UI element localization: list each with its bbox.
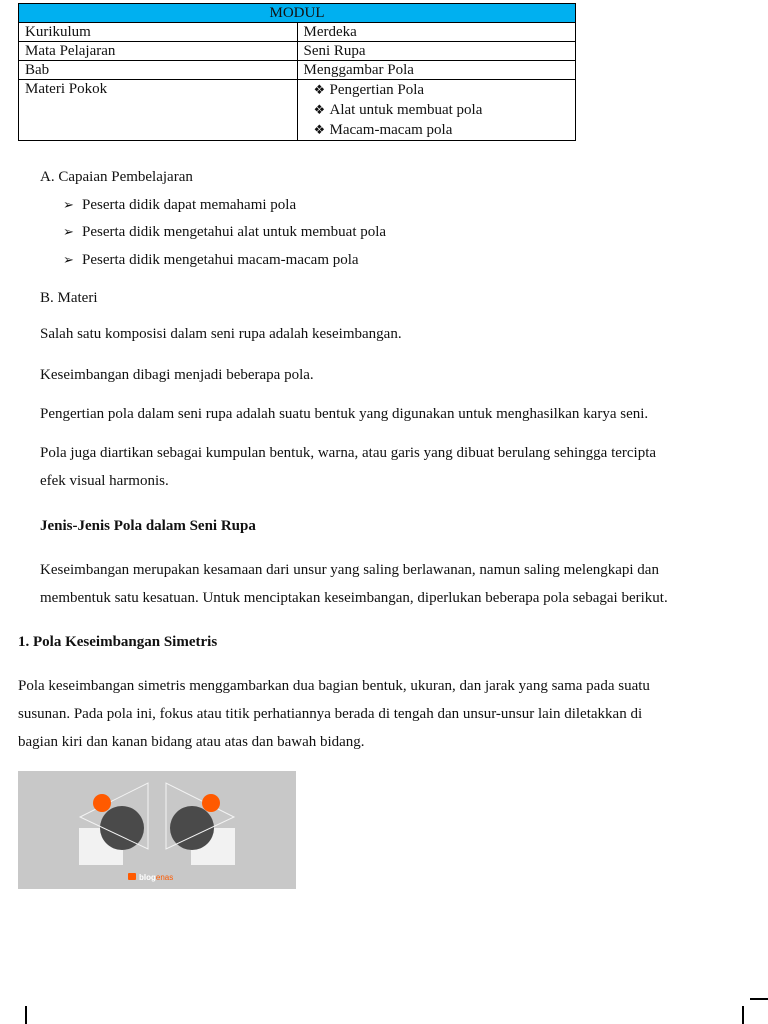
diamond-bullet-icon: ❖ (313, 102, 326, 117)
table-row (19, 42, 576, 61)
diamond-bullet-icon: ❖ (313, 122, 326, 137)
topic-text: Alat untuk membuat pola (329, 102, 483, 118)
list-item (63, 195, 296, 215)
paragraph-line: Keseimbangan merupakan kesamaan dari unsur yang saling berlawanan, namun saling melengkapi dan (40, 562, 659, 578)
list-item (314, 100, 570, 120)
topics-cell (297, 80, 576, 141)
module-header-row (19, 4, 576, 23)
row-label: Mata Pelajaran (19, 42, 298, 61)
list-item-text: Peserta didik mengetahui alat untuk membuat pola (82, 224, 387, 240)
row-value: Menggambar Pola (297, 61, 576, 80)
list-item (63, 250, 359, 270)
table-row (19, 23, 576, 42)
watermark-logo-icon (128, 873, 136, 880)
module-header: MODUL (19, 4, 576, 23)
section-a-heading: A. Capaian Pembelajaran (40, 169, 193, 185)
paragraph-line: Pola keseimbangan simetris menggambarkan dua bagian bentuk, ukuran, dan jarak yang sama pada suatu (18, 678, 650, 694)
list-item (63, 222, 386, 242)
topic-list (304, 80, 570, 140)
right-dark-circle (170, 806, 214, 850)
paragraph-line: bagian kiri dan kanan bidang atau atas dan bawah bidang. (18, 734, 365, 750)
list-item-text: Peserta didik dapat memahami pola (82, 197, 297, 213)
watermark-part-a: blog (139, 873, 156, 882)
watermark-text (139, 873, 173, 882)
row-label: Materi Pokok (19, 80, 298, 141)
symmetric-balance-illustration (18, 771, 296, 889)
row-value: Merdeka (297, 23, 576, 42)
paragraph: Keseimbangan dibagi menjadi beberapa pola. (40, 367, 314, 383)
illustration-svg (18, 771, 296, 889)
page-corner-mark-right-top (750, 998, 768, 1000)
page-corner-mark-right (742, 1006, 744, 1024)
pola-simetris-heading: 1. Pola Keseimbangan Simetris (18, 634, 218, 650)
table-row (19, 61, 576, 80)
right-orange-dot (202, 794, 220, 812)
arrow-bullet-icon: ➢ (63, 252, 74, 267)
arrow-bullet-icon: ➢ (63, 224, 74, 239)
module-table (18, 3, 576, 141)
row-value: Seni Rupa (297, 42, 576, 61)
paragraph: Pengertian pola dalam seni rupa adalah suatu bentuk yang digunakan untuk menghasilkan karya seni. (40, 406, 649, 422)
watermark-part-b: enas (155, 873, 174, 882)
list-item (314, 80, 570, 100)
page-corner-mark-left (25, 1006, 27, 1024)
row-label: Bab (19, 61, 298, 80)
subheading: Jenis-Jenis Pola dalam Seni Rupa (40, 518, 256, 534)
illustration-background (18, 771, 296, 889)
left-orange-dot (93, 794, 111, 812)
topic-text: Macam-macam pola (329, 122, 453, 138)
section-b-heading: B. Materi (40, 290, 98, 306)
list-item (314, 120, 570, 140)
topic-text: Pengertian Pola (329, 82, 425, 98)
paragraph-line: susunan. Pada pola ini, fokus atau titik perhatiannya berada di tengah dan unsur-unsur lain diletakkan di (18, 706, 643, 722)
paragraph-line: Pola juga diartikan sebagai kumpulan bentuk, warna, atau garis yang dibuat berulang sehingga tercipta (40, 445, 657, 461)
paragraph-line: efek visual harmonis. (40, 473, 169, 489)
list-item-text: Peserta didik mengetahui macam-macam pola (82, 252, 359, 268)
row-label: Kurikulum (19, 23, 298, 42)
table-row (19, 80, 576, 141)
arrow-bullet-icon: ➢ (63, 197, 74, 212)
paragraph: Salah satu komposisi dalam seni rupa adalah keseimbangan. (40, 326, 402, 342)
diamond-bullet-icon: ❖ (313, 82, 326, 97)
left-dark-circle (100, 806, 144, 850)
paragraph-line: membentuk satu kesatuan. Untuk menciptakan keseimbangan, diperlukan beberapa pola sebagai berikut. (40, 590, 668, 606)
